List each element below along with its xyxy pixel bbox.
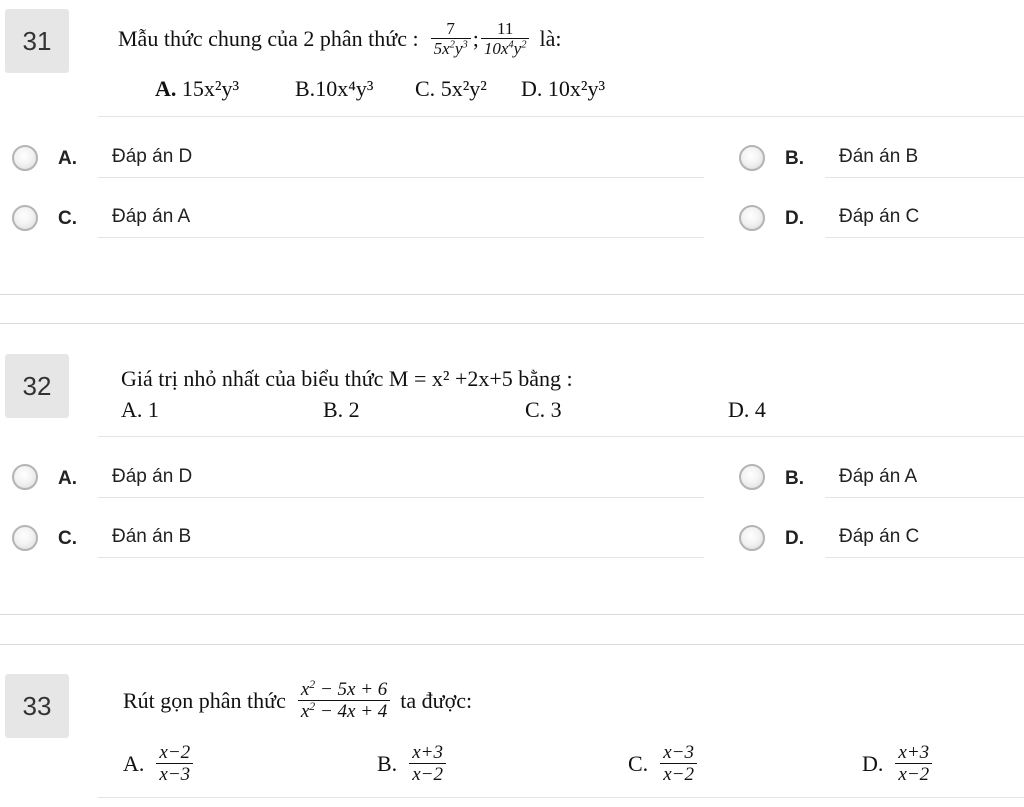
choice-fraction — [156, 743, 193, 785]
stem-suffix: ta được: — [400, 688, 473, 713]
radio-option-d[interactable] — [739, 205, 765, 231]
question-separator — [0, 323, 1024, 324]
radio-option-b[interactable] — [739, 145, 765, 171]
choice-fraction — [660, 743, 697, 785]
radio-option-b[interactable] — [739, 464, 765, 490]
option-underline — [825, 237, 1024, 238]
choice-fraction — [895, 743, 932, 785]
choice-letter: B. — [377, 751, 398, 776]
option-letter: D. — [785, 208, 804, 229]
divider — [98, 797, 1024, 798]
fraction-denominator: $10x^4y^2$ — [481, 38, 530, 58]
choice-letter: A. — [123, 751, 145, 776]
option-text[interactable]: Đán án B — [839, 146, 919, 167]
choice-fraction — [409, 743, 446, 785]
stem-suffix: là: — [539, 26, 562, 51]
option-letter: B. — [785, 468, 804, 489]
fraction-expression — [298, 680, 390, 722]
option-underline — [98, 497, 704, 498]
choice-item — [377, 737, 448, 791]
radio-option-d[interactable] — [739, 525, 765, 551]
choice-letter: C. — [415, 76, 436, 101]
fraction-numerator: x−3 — [663, 742, 694, 764]
question-separator — [0, 644, 1024, 645]
radio-option-a[interactable] — [12, 464, 38, 490]
choices-line — [155, 76, 239, 102]
option-letter: A. — [58, 148, 77, 169]
stem-prefix: Mẫu thức chung của 2 phân thức : — [118, 26, 419, 51]
question-stem: Giá trị nhỏ nhất của biểu thức M = x² +2x+5 bằng : — [121, 366, 573, 391]
choice-text: 10x⁴y³ — [315, 76, 374, 101]
fraction-1 — [431, 20, 471, 58]
fraction-numerator: x+3 — [898, 742, 930, 764]
choice-letter: A. — [155, 76, 177, 101]
choice-text: D. 4 — [728, 397, 766, 422]
option-text[interactable]: Đáp án D — [112, 466, 193, 487]
choice-letter: B. — [295, 76, 316, 101]
option-letter: D. — [785, 528, 804, 549]
choices-line — [521, 76, 605, 102]
fraction-numerator: x−2 — [159, 742, 191, 764]
fraction-separator: ; — [472, 26, 479, 51]
fraction-denominator: x−3 — [156, 763, 193, 785]
divider — [98, 436, 1024, 437]
radio-option-c[interactable] — [12, 525, 38, 551]
choice-text: B. 2 — [323, 397, 360, 422]
question-stem — [118, 14, 561, 64]
choice-item — [123, 737, 195, 791]
option-letter: C. — [58, 528, 77, 549]
option-underline — [98, 177, 704, 178]
option-text[interactable]: Đán án B — [112, 526, 192, 547]
option-letter: C. — [58, 208, 77, 229]
fraction-denominator: $x^2 - 4x + 4$ — [298, 700, 390, 722]
fraction-numerator: x+3 — [412, 742, 443, 764]
option-text[interactable]: Đáp án C — [839, 206, 920, 227]
divider — [98, 116, 1024, 117]
choice-item — [862, 737, 934, 791]
choice-letter: D. — [521, 76, 543, 101]
option-underline — [98, 237, 704, 238]
fraction-numerator: $x^2 - 5x + 6$ — [300, 678, 388, 701]
choice-item — [628, 737, 699, 791]
choice-text: 15x²y³ — [181, 76, 240, 101]
option-text[interactable]: Đáp án A — [839, 466, 918, 487]
option-underline — [98, 557, 704, 558]
fraction-denominator: x−2 — [660, 763, 697, 785]
fraction-denominator: $5x^2y^3$ — [431, 38, 471, 58]
option-text[interactable]: Đáp án D — [112, 146, 193, 167]
radio-option-c[interactable] — [12, 205, 38, 231]
stem-prefix: Rút gọn phân thức — [123, 688, 286, 713]
choices-line — [415, 76, 487, 102]
choice-letter: D. — [862, 751, 884, 776]
choice-text: 5x²y² — [440, 76, 487, 101]
fraction-numerator: 11 — [496, 19, 514, 39]
option-text[interactable]: Đáp án A — [112, 206, 191, 227]
fraction-denominator: x−2 — [895, 763, 932, 785]
question-stem — [123, 672, 472, 730]
choice-text: 10x²y³ — [547, 76, 606, 101]
fraction-2 — [481, 20, 530, 58]
question-separator — [0, 614, 1024, 615]
option-underline — [825, 177, 1024, 178]
option-underline — [825, 557, 1024, 558]
option-letter: B. — [785, 148, 804, 169]
radio-option-a[interactable] — [12, 145, 38, 171]
choice-text: C. 3 — [525, 397, 562, 422]
choice-letter: C. — [628, 751, 649, 776]
choice-text: A. 1 — [121, 397, 159, 422]
fraction-denominator: x−2 — [409, 763, 446, 785]
question-number: 33 — [5, 674, 69, 738]
option-text[interactable]: Đáp án C — [839, 526, 920, 547]
question-separator — [0, 294, 1024, 295]
option-letter: A. — [58, 468, 77, 489]
choices-line — [295, 76, 373, 102]
fraction-numerator: 7 — [446, 19, 455, 39]
option-underline — [825, 497, 1024, 498]
question-number: 31 — [5, 9, 69, 73]
question-number: 32 — [5, 354, 69, 418]
